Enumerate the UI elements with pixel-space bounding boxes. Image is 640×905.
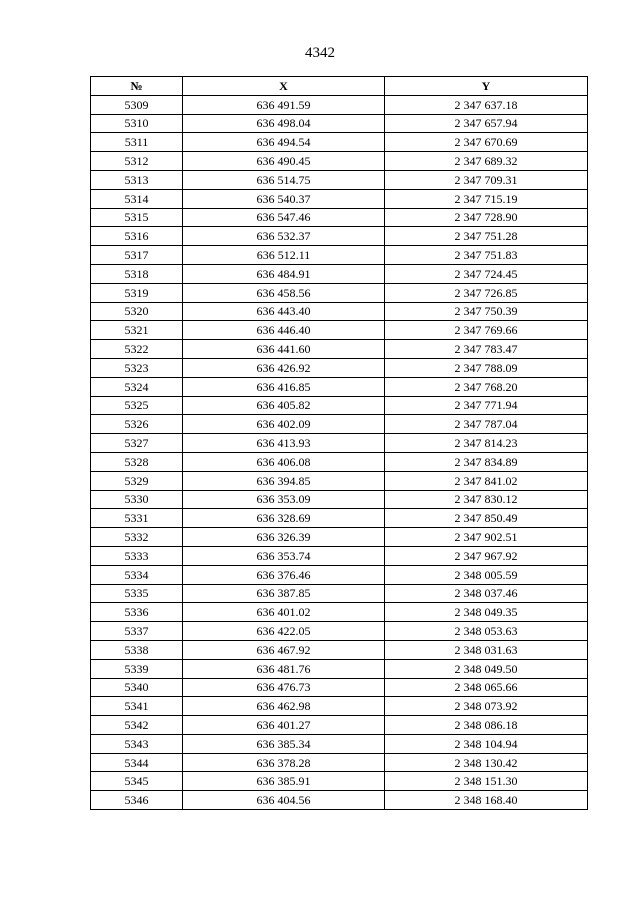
table-row (91, 321, 588, 340)
cell-number: 5317 (91, 246, 183, 265)
cell-number: 5346 (91, 791, 183, 810)
table-row (91, 396, 588, 415)
cell-number: 5319 (91, 283, 183, 302)
cell-number: 5329 (91, 471, 183, 490)
cell-number: 5341 (91, 697, 183, 716)
cell-x: 636 532.37 (183, 227, 385, 246)
cell-x: 636 462.98 (183, 697, 385, 716)
cell-x: 636 376.46 (183, 565, 385, 584)
cell-number: 5328 (91, 452, 183, 471)
cell-number: 5333 (91, 546, 183, 565)
table-row (91, 415, 588, 434)
cell-x: 636 540.37 (183, 189, 385, 208)
table-row (91, 208, 588, 227)
cell-y: 2 348 049.35 (385, 603, 588, 622)
cell-x: 636 385.34 (183, 734, 385, 753)
table-row (91, 791, 588, 810)
cell-y: 2 347 783.47 (385, 340, 588, 359)
cell-y: 2 348 031.63 (385, 640, 588, 659)
cell-y: 2 348 065.66 (385, 678, 588, 697)
cell-y: 2 347 902.51 (385, 528, 588, 547)
table-row (91, 734, 588, 753)
cell-x: 636 547.46 (183, 208, 385, 227)
table-row (91, 152, 588, 171)
table-row (91, 340, 588, 359)
cell-number: 5338 (91, 640, 183, 659)
header-row (91, 77, 588, 96)
cell-y: 2 347 657.94 (385, 114, 588, 133)
table-row (91, 227, 588, 246)
cell-y: 2 348 049.50 (385, 659, 588, 678)
table-row (91, 640, 588, 659)
cell-x: 636 387.85 (183, 584, 385, 603)
cell-y: 2 347 751.28 (385, 227, 588, 246)
cell-x: 636 512.11 (183, 246, 385, 265)
cell-number: 5309 (91, 95, 183, 114)
table-row (91, 114, 588, 133)
cell-x: 636 458.56 (183, 283, 385, 302)
cell-number: 5320 (91, 302, 183, 321)
cell-y: 2 348 053.63 (385, 622, 588, 641)
cell-number: 5343 (91, 734, 183, 753)
cell-number: 5311 (91, 133, 183, 152)
table-row (91, 528, 588, 547)
cell-y: 2 348 151.30 (385, 772, 588, 791)
cell-y: 2 348 168.40 (385, 791, 588, 810)
cell-y: 2 347 769.66 (385, 321, 588, 340)
cell-y: 2 347 750.39 (385, 302, 588, 321)
cell-x: 636 378.28 (183, 753, 385, 772)
cell-number: 5334 (91, 565, 183, 584)
cell-x: 636 402.09 (183, 415, 385, 434)
cell-number: 5312 (91, 152, 183, 171)
table-header (91, 77, 588, 96)
table-row (91, 452, 588, 471)
cell-x: 636 405.82 (183, 396, 385, 415)
table-row (91, 377, 588, 396)
table-row (91, 697, 588, 716)
cell-x: 636 490.45 (183, 152, 385, 171)
cell-x: 636 514.75 (183, 170, 385, 189)
coordinates-table (90, 76, 588, 810)
table-row (91, 603, 588, 622)
table-row (91, 678, 588, 697)
page-number: 4342 (305, 45, 335, 61)
cell-number: 5316 (91, 227, 183, 246)
table-row (91, 358, 588, 377)
cell-number: 5339 (91, 659, 183, 678)
cell-number: 5342 (91, 716, 183, 735)
cell-number: 5332 (91, 528, 183, 547)
cell-y: 2 348 130.42 (385, 753, 588, 772)
cell-y: 2 348 073.92 (385, 697, 588, 716)
cell-x: 636 328.69 (183, 509, 385, 528)
cell-x: 636 491.59 (183, 95, 385, 114)
cell-y: 2 347 724.45 (385, 264, 588, 283)
table-row (91, 584, 588, 603)
table-row (91, 716, 588, 735)
cell-number: 5322 (91, 340, 183, 359)
cell-y: 2 348 005.59 (385, 565, 588, 584)
cell-y: 2 347 850.49 (385, 509, 588, 528)
table-row (91, 490, 588, 509)
cell-x: 636 406.08 (183, 452, 385, 471)
table-row (91, 509, 588, 528)
cell-number: 5315 (91, 208, 183, 227)
cell-y: 2 347 637.18 (385, 95, 588, 114)
table-row (91, 471, 588, 490)
cell-x: 636 353.74 (183, 546, 385, 565)
cell-number: 5325 (91, 396, 183, 415)
table-row (91, 434, 588, 453)
cell-x: 636 467.92 (183, 640, 385, 659)
cell-y: 2 347 670.69 (385, 133, 588, 152)
cell-x: 636 441.60 (183, 340, 385, 359)
cell-x: 636 481.76 (183, 659, 385, 678)
cell-x: 636 498.04 (183, 114, 385, 133)
cell-number: 5313 (91, 170, 183, 189)
table-row (91, 753, 588, 772)
table-body (91, 95, 588, 809)
table-row (91, 246, 588, 265)
cell-number: 5314 (91, 189, 183, 208)
cell-number: 5318 (91, 264, 183, 283)
cell-x: 636 385.91 (183, 772, 385, 791)
table-row (91, 546, 588, 565)
cell-number: 5327 (91, 434, 183, 453)
cell-number: 5321 (91, 321, 183, 340)
cell-number: 5335 (91, 584, 183, 603)
header-y: Y (385, 77, 588, 96)
cell-number: 5324 (91, 377, 183, 396)
table-row (91, 170, 588, 189)
cell-y: 2 347 689.32 (385, 152, 588, 171)
cell-number: 5337 (91, 622, 183, 641)
table-row (91, 189, 588, 208)
cell-y: 2 347 788.09 (385, 358, 588, 377)
cell-x: 636 422.05 (183, 622, 385, 641)
cell-x: 636 404.56 (183, 791, 385, 810)
cell-x: 636 413.93 (183, 434, 385, 453)
cell-x: 636 426.92 (183, 358, 385, 377)
cell-x: 636 401.02 (183, 603, 385, 622)
cell-y: 2 347 834.89 (385, 452, 588, 471)
cell-number: 5323 (91, 358, 183, 377)
cell-y: 2 347 709.31 (385, 170, 588, 189)
table-row (91, 264, 588, 283)
cell-number: 5331 (91, 509, 183, 528)
cell-y: 2 347 768.20 (385, 377, 588, 396)
cell-number: 5340 (91, 678, 183, 697)
cell-y: 2 347 715.19 (385, 189, 588, 208)
cell-x: 636 394.85 (183, 471, 385, 490)
cell-number: 5336 (91, 603, 183, 622)
cell-y: 2 347 728.90 (385, 208, 588, 227)
cell-number: 5310 (91, 114, 183, 133)
header-number: № (91, 77, 183, 96)
table-row (91, 772, 588, 791)
cell-y: 2 347 771.94 (385, 396, 588, 415)
table-row (91, 283, 588, 302)
cell-x: 636 353.09 (183, 490, 385, 509)
cell-y: 2 347 967.92 (385, 546, 588, 565)
cell-x: 636 401.27 (183, 716, 385, 735)
cell-x: 636 494.54 (183, 133, 385, 152)
cell-y: 2 347 841.02 (385, 471, 588, 490)
cell-number: 5330 (91, 490, 183, 509)
cell-number: 5326 (91, 415, 183, 434)
cell-x: 636 443.40 (183, 302, 385, 321)
cell-y: 2 348 104.94 (385, 734, 588, 753)
cell-y: 2 347 726.85 (385, 283, 588, 302)
cell-number: 5344 (91, 753, 183, 772)
cell-y: 2 347 751.83 (385, 246, 588, 265)
cell-y: 2 347 787.04 (385, 415, 588, 434)
cell-x: 636 416.85 (183, 377, 385, 396)
table-row (91, 622, 588, 641)
cell-x: 636 476.73 (183, 678, 385, 697)
cell-y: 2 347 814.23 (385, 434, 588, 453)
cell-number: 5345 (91, 772, 183, 791)
cell-y: 2 348 037.46 (385, 584, 588, 603)
cell-x: 636 326.39 (183, 528, 385, 547)
table-row (91, 95, 588, 114)
table-row (91, 133, 588, 152)
header-x: X (183, 77, 385, 96)
cell-y: 2 348 086.18 (385, 716, 588, 735)
table-row (91, 659, 588, 678)
table-row (91, 302, 588, 321)
table-row (91, 565, 588, 584)
cell-y: 2 347 830.12 (385, 490, 588, 509)
cell-x: 636 484.91 (183, 264, 385, 283)
cell-x: 636 446.40 (183, 321, 385, 340)
